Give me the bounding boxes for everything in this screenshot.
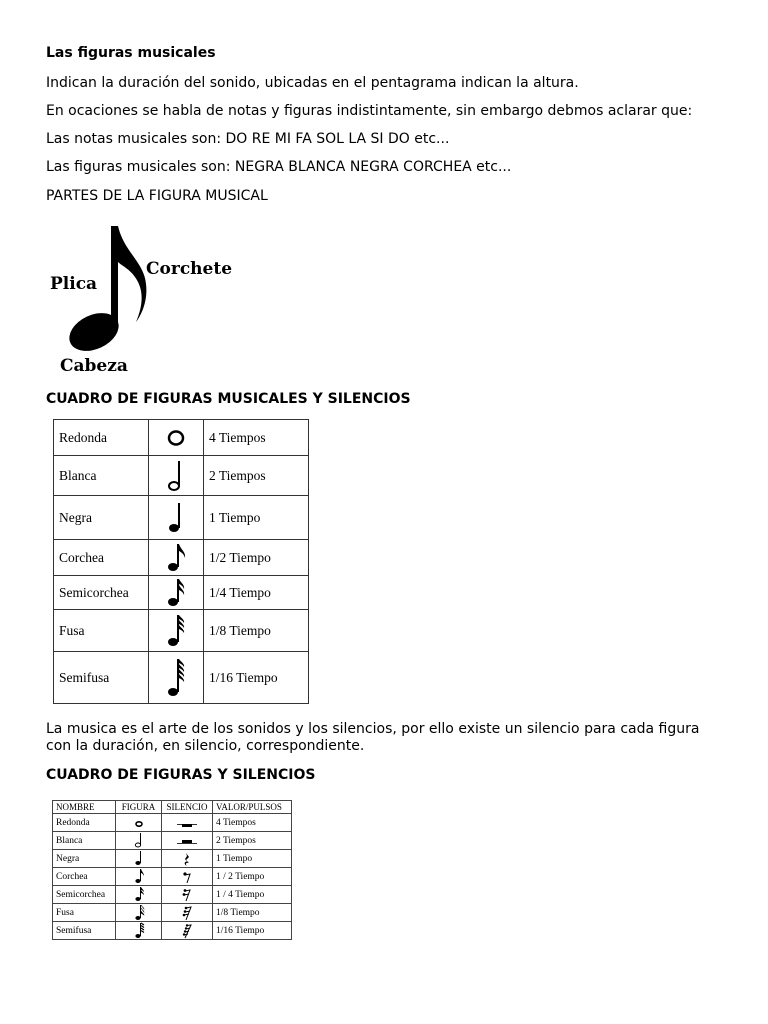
figure-name: Redonda [53,814,116,832]
table-header-row [53,801,292,814]
quarter-rest-icon [180,851,194,867]
eighth-rest-icon [180,869,194,885]
figure-name: Fusa [54,610,149,652]
figure-name: Fusa [53,904,116,922]
quarter-note-icon [161,501,191,535]
corchete-label: Corchete [146,259,233,279]
figure-value: 1/2 Tiempo [204,540,309,576]
thirty-second-note-icon [161,613,191,649]
thirty-second-note-icon [132,904,146,921]
half-note-icon [161,459,191,493]
sixteenth-note-icon [161,577,191,609]
plica-label: Plica [50,274,98,294]
table-row [54,610,309,652]
figure-name: Semifusa [54,652,149,704]
paragraph-figures: Las figuras musicales son: NEGRA BLANCA NEGRA CORCHEA etc... [46,159,512,175]
table-row [54,652,309,704]
figure-name: Corchea [54,540,149,576]
figure-value: 1/4 Tiempo [204,576,309,610]
whole-note-icon [132,816,146,830]
figure-value: 1/16 Tiempo [204,652,309,704]
figures-table [53,419,309,704]
eighth-note-icon [132,868,146,885]
figure-name: Negra [54,496,149,540]
thirty-second-rest-icon [180,905,194,921]
figure-value: 4 Tiempos [213,814,292,832]
table2-heading: CUADRO DE FIGURAS Y SILENCIOS [46,767,316,783]
table-row [54,496,309,540]
table-row [53,868,292,886]
figure-name: Semifusa [53,922,116,940]
parts-heading: PARTES DE LA FIGURA MUSICAL [46,188,268,204]
figure-value: 1/8 Tiempo [204,610,309,652]
table-row [54,420,309,456]
table-row [53,886,292,904]
figure-name: Semicorchea [53,886,116,904]
figures-silences-table [52,800,292,940]
figure-value: 1 / 4 Tiempo [213,886,292,904]
paragraph-notes: Las notas musicales son: DO RE MI FA SOL LA SI DO etc... [46,131,450,147]
silence-paragraph: La musica es el arte de los sonidos y los silencios, por ello existe un silencio para cada figura con la duración, en silencio, correspondiente. [46,721,700,754]
quarter-note-icon [132,850,146,867]
figure-name: Redonda [54,420,149,456]
half-rest-icon [175,834,199,848]
column-header: NOMBRE [53,801,116,814]
table1-heading: CUADRO DE FIGURAS MUSICALES Y SILENCIOS [46,391,411,407]
table-row [54,576,309,610]
table-row [53,904,292,922]
figure-name: Blanca [53,832,116,850]
figure-name: Blanca [54,456,149,496]
table-row [53,922,292,940]
sixteenth-rest-icon [180,887,194,903]
figure-value: 2 Tiempos [213,832,292,850]
whole-rest-icon [175,816,199,830]
figure-value: 4 Tiempos [204,420,309,456]
table-row [54,540,309,576]
table-row [53,814,292,832]
sixty-fourth-rest-icon [180,923,194,939]
sixteenth-note-icon [132,886,146,903]
figure-value: 1/8 Tiempo [213,904,292,922]
table-row [53,850,292,868]
column-header: FIGURA [116,801,162,814]
figure-value: 2 Tiempos [204,456,309,496]
column-header: VALOR/PULSOS [213,801,292,814]
cabeza-label: Cabeza [60,356,128,376]
paragraph-notes-vs-figures: En ocaciones se habla de notas y figuras indistintamente, sin embargo debmos aclarar que: [46,103,693,119]
figure-name: Semicorchea [54,576,149,610]
figure-parts-illustration [46,222,246,380]
figure-value: 1 / 2 Tiempo [213,868,292,886]
page-title: Las figuras musicales [46,45,216,61]
paragraph-duration: Indican la duración del sonido, ubicadas en el pentagrama indican la altura. [46,75,579,91]
figure-name: Corchea [53,868,116,886]
half-note-icon [132,832,146,849]
table-row [54,456,309,496]
sixty-fourth-note-icon [161,657,191,699]
sixty-fourth-note-icon [132,922,146,939]
whole-note-icon [161,423,191,453]
column-header: SILENCIO [162,801,213,814]
eighth-note-icon [161,542,191,574]
table-row [53,832,292,850]
figure-value: 1/16 Tiempo [213,922,292,940]
figure-value: 1 Tiempo [204,496,309,540]
figure-value: 1 Tiempo [213,850,292,868]
figure-name: Negra [53,850,116,868]
